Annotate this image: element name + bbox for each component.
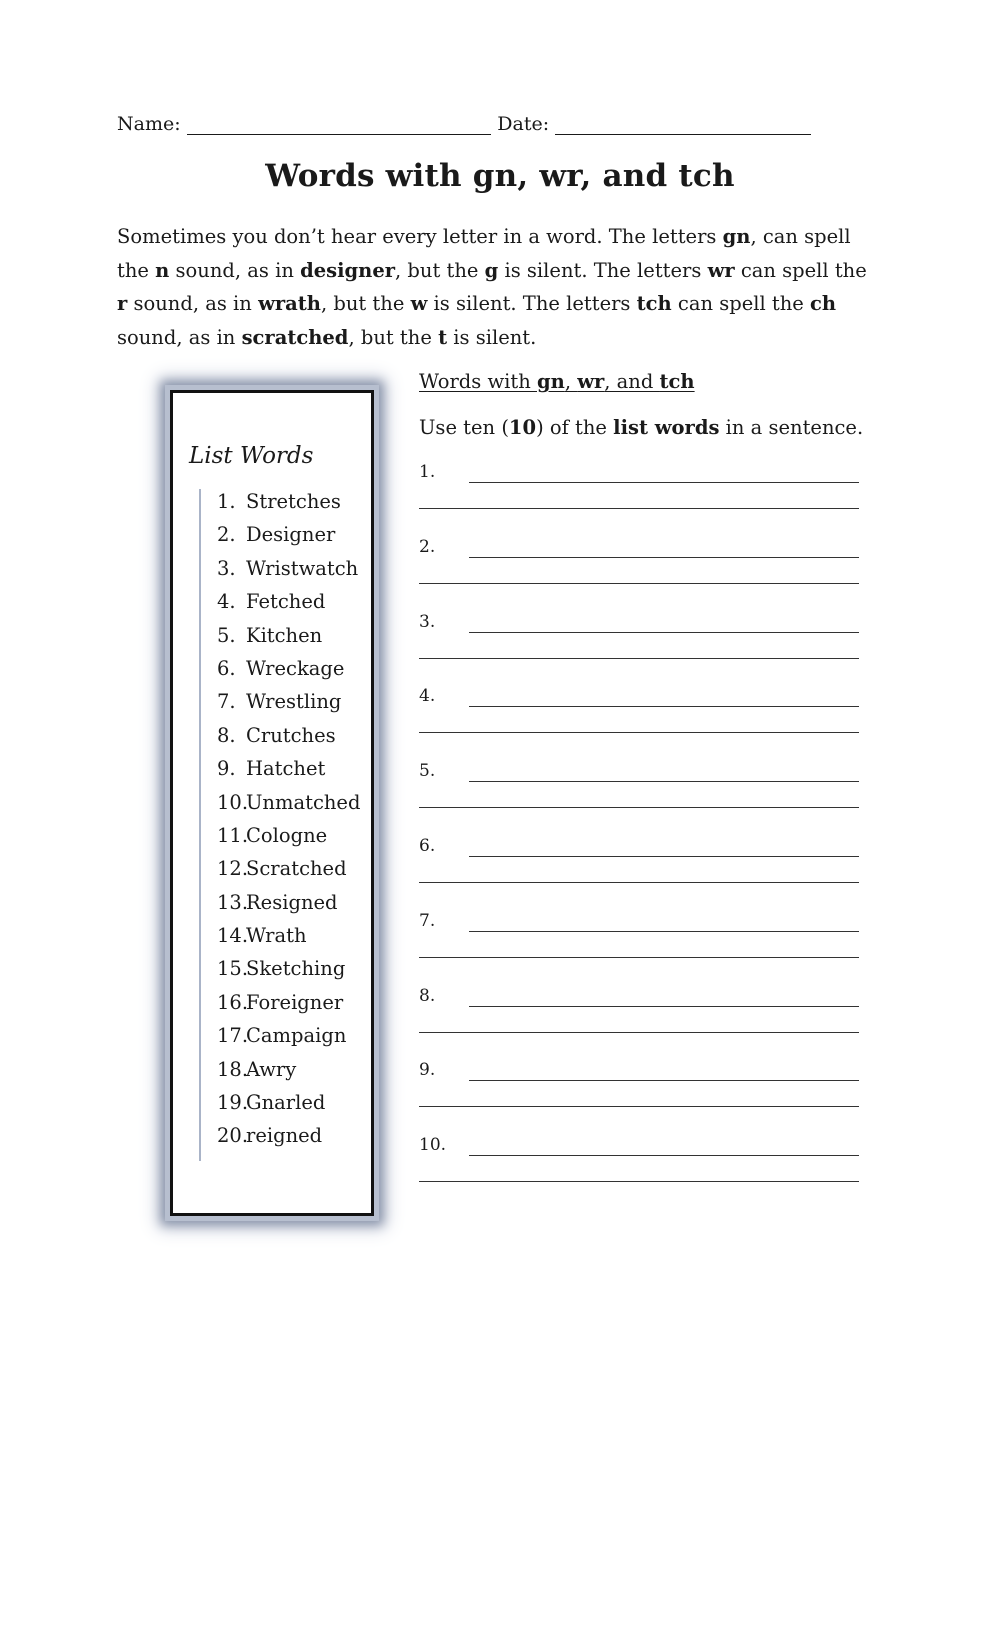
list-item (217, 1086, 360, 1119)
list-item-number: 2. (217, 523, 236, 547)
intro-text: Sometimes you don’t hear every letter in a word. The letters (117, 225, 723, 248)
list-item-word: Resigned (246, 890, 338, 914)
list-item (217, 619, 360, 652)
list-item-number: 8. (217, 723, 236, 747)
sentence-line[interactable] (419, 957, 859, 958)
sentence-number: 3. (419, 611, 436, 632)
sentence-row (419, 836, 859, 896)
list-item-word: Cologne (246, 823, 328, 847)
list-item (217, 1053, 360, 1086)
intro-text: , can spell the (117, 225, 851, 282)
list-item-number: 3. (217, 556, 236, 580)
sentence-row (419, 1060, 859, 1120)
sentence-number: 10. (419, 1135, 447, 1156)
name-blank[interactable] (187, 116, 492, 135)
list-item-word: Campaign (246, 1024, 347, 1048)
list-item-number: 13. (217, 890, 249, 914)
list-item-number: 18. (217, 1057, 249, 1081)
intro-bold: t (438, 325, 448, 349)
list-item (217, 518, 360, 551)
list-item-number: 6. (217, 656, 236, 680)
list-item-word: Wreckage (246, 656, 345, 680)
list-item (217, 986, 360, 1019)
list-item-number: 12. (217, 857, 249, 881)
list-item-word: Wristwatch (246, 556, 359, 580)
list-words-box (170, 390, 374, 1216)
sentence-number: 2. (419, 536, 436, 557)
intro-bold: gn (722, 225, 751, 248)
sentence-line[interactable] (419, 1181, 859, 1182)
list-item-word: Kitchen (246, 623, 323, 647)
sentence-line[interactable] (469, 1006, 859, 1007)
list-item-number: 5. (217, 623, 236, 647)
list-words (217, 485, 360, 1153)
sentence-line[interactable] (419, 732, 859, 733)
name-label: Name: (117, 113, 181, 135)
list-item-number: 10. (217, 790, 249, 814)
list-item-word: Sketching (246, 957, 346, 981)
sentence-row (419, 761, 859, 821)
intro-bold: designer (300, 258, 396, 282)
list-item-word: Wrestling (246, 690, 342, 714)
list-item (217, 919, 360, 952)
list-item-word: Unmatched (246, 790, 361, 814)
list-item (217, 786, 360, 819)
sentence-line[interactable] (469, 482, 859, 483)
intro-bold: wrath (258, 292, 321, 315)
intro-text: , but the (348, 325, 439, 349)
list-item-word: Fetched (246, 590, 326, 614)
sentence-row (419, 612, 859, 672)
heading-text: , (564, 370, 578, 393)
list-item (217, 819, 360, 852)
list-item-number: 4. (217, 590, 236, 614)
date-label: Date: (497, 113, 550, 135)
heading-bold: tch (659, 370, 695, 393)
instruction-bold: 10 (508, 416, 537, 439)
sentence-line[interactable] (469, 706, 859, 707)
list-item-number: 20. (217, 1124, 249, 1148)
list-item-number: 19. (217, 1091, 249, 1115)
sentence-row (419, 686, 859, 746)
list-item-word: Scratched (246, 857, 347, 881)
intro-text: is silent. (447, 325, 537, 349)
intro-bold: ch (810, 292, 837, 315)
sentence-row (419, 462, 859, 522)
intro-bold: w (410, 292, 428, 315)
list-item (217, 652, 360, 685)
list-item-word: Crutches (246, 723, 336, 747)
sentence-line[interactable] (469, 1080, 859, 1081)
sentence-line[interactable] (419, 1032, 859, 1033)
list-item (217, 1119, 360, 1152)
sentence-row (419, 986, 859, 1046)
sentence-number: 1. (419, 462, 436, 482)
intro-bold: n (155, 258, 170, 282)
intro-paragraph (117, 220, 877, 354)
intro-text: , but the (320, 292, 411, 315)
sentence-number: 4. (419, 686, 436, 707)
heading-bold: gn (537, 370, 565, 393)
intro-text: , but the (395, 258, 485, 282)
intro-bold: wr (707, 258, 735, 282)
list-item (217, 1019, 360, 1052)
list-item-word: Wrath (246, 924, 307, 948)
intro-text: sound, as in (127, 292, 259, 315)
list-item-word: Foreigner (246, 990, 344, 1014)
list-item-number: 17. (217, 1024, 249, 1048)
intro-text: sound, as in (169, 258, 301, 282)
list-rule (199, 489, 201, 1161)
list-item (217, 952, 360, 985)
sentence-number: 5. (419, 761, 436, 782)
list-item-word: Hatchet (246, 757, 326, 781)
list-item (217, 852, 360, 885)
intro-bold: tch (636, 292, 672, 315)
list-item (217, 585, 360, 618)
sentence-number: 9. (419, 1060, 436, 1081)
sentence-row (419, 911, 859, 971)
sentence-number: 7. (419, 910, 436, 931)
list-item-number: 15. (217, 957, 249, 981)
sentence-line[interactable] (469, 856, 859, 857)
instruction-text: Use ten ( (419, 416, 509, 439)
intro-text: can spell the (671, 292, 811, 315)
intro-bold: g (484, 258, 499, 282)
heading-bold: wr (577, 370, 605, 393)
list-item (217, 719, 360, 752)
list-item (217, 886, 360, 919)
sentence-row (419, 1135, 859, 1195)
intro-bold: scratched (241, 325, 349, 349)
intro-text: is silent. The letters (498, 258, 708, 282)
list-item-number: 9. (217, 757, 236, 781)
heading-text: , and (604, 370, 660, 393)
sentence-line[interactable] (469, 931, 859, 932)
sentence-line[interactable] (469, 557, 859, 558)
list-item-number: 11. (217, 823, 249, 847)
header-row (117, 113, 817, 135)
list-item (217, 552, 360, 585)
list-item-word: Stretches (246, 490, 341, 513)
sentence-number: 8. (419, 985, 436, 1006)
instruction-bold: list words (613, 416, 720, 439)
sentence-line[interactable] (469, 1155, 859, 1156)
heading-text: Words with (419, 370, 537, 393)
exercise-instruction (419, 416, 863, 439)
sentence-line[interactable] (469, 632, 859, 633)
list-item-number: 14. (217, 924, 249, 948)
sentence-line[interactable] (469, 781, 859, 782)
list-item-word: Gnarled (246, 1091, 326, 1115)
list-item-word: Awry (246, 1057, 297, 1081)
instruction-text: ) of the (536, 416, 614, 439)
sentence-line[interactable] (419, 583, 859, 584)
list-item (217, 752, 360, 785)
list-item (217, 485, 360, 518)
sentence-line[interactable] (419, 658, 859, 659)
intro-text: can spell the (734, 258, 867, 282)
intro-text: sound, as in (117, 325, 242, 349)
exercise-heading (419, 370, 695, 393)
date-blank[interactable] (555, 116, 811, 135)
instruction-text: in a sentence. (719, 416, 864, 439)
intro-text: is silent. The letters (427, 292, 637, 315)
list-item-word: Designer (246, 523, 336, 547)
sentence-row (419, 537, 859, 597)
sentence-line[interactable] (419, 508, 859, 509)
intro-bold: r (117, 292, 128, 315)
list-item-number: 1. (217, 490, 236, 513)
list-item (217, 685, 360, 718)
sentence-number: 6. (419, 836, 436, 856)
list-item-number: 16. (217, 990, 249, 1014)
worksheet-title: Words with gn, wr, and tch (265, 158, 735, 194)
sentence-line[interactable] (419, 1106, 859, 1107)
sentence-line[interactable] (419, 807, 859, 808)
sentence-line[interactable] (419, 882, 859, 883)
list-item-number: 7. (217, 690, 236, 714)
list-item-word: reigned (246, 1124, 323, 1148)
list-title: List Words (189, 443, 314, 469)
